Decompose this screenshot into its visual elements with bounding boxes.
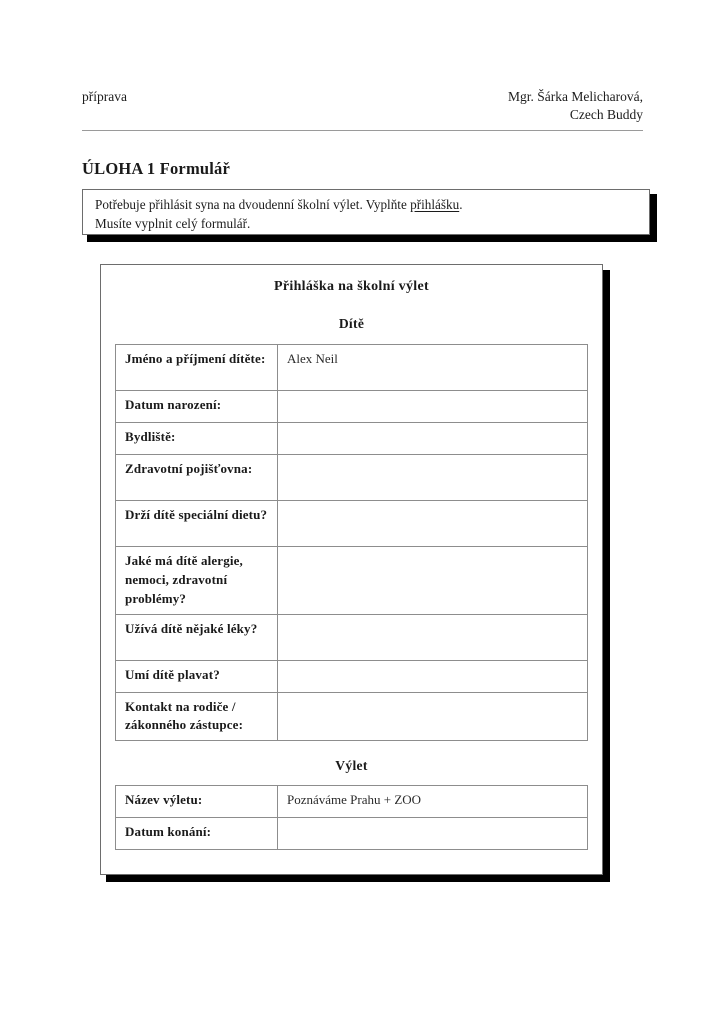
field-label: Drží dítě speciální dietu? [116, 501, 278, 547]
table-row [116, 614, 588, 660]
table-row [116, 345, 588, 391]
trip-details-table [115, 785, 588, 850]
field-value[interactable] [278, 501, 588, 547]
field-value[interactable] [278, 692, 588, 741]
header-author-name: Mgr. Šárka Melicharová, [508, 89, 643, 104]
section-heading-trip: Výlet [335, 758, 368, 774]
field-value[interactable] [278, 423, 588, 455]
field-label: Jaké má dítě alergie, nemoci, zdravotní problémy? [116, 547, 278, 615]
form-box-wrapper [100, 264, 610, 875]
table-row [116, 547, 588, 615]
field-label: Datum konání: [116, 818, 278, 850]
field-value[interactable] [278, 391, 588, 423]
field-value[interactable]: Alex Neil [278, 345, 588, 391]
instruction-box [82, 189, 650, 235]
table-row [116, 786, 588, 818]
field-label: Užívá dítě nějaké léky? [116, 614, 278, 660]
form-title: Přihláška na školní výlet [274, 279, 429, 294]
field-value[interactable] [278, 547, 588, 615]
header-organization: Czech Buddy [569, 107, 643, 123]
page-title: ÚLOHA 1 Formulář [82, 159, 231, 178]
field-value[interactable] [278, 818, 588, 850]
field-label: Datum narození: [116, 391, 278, 423]
table-row [116, 660, 588, 692]
table-row [116, 423, 588, 455]
table-row [116, 501, 588, 547]
field-value[interactable] [278, 614, 588, 660]
child-details-table [115, 344, 588, 741]
field-value[interactable] [278, 660, 588, 692]
header-rule-divider [82, 130, 643, 131]
document-header [82, 88, 643, 124]
instruction-box-wrapper [82, 189, 652, 235]
field-value[interactable]: Poznáváme Prahu + ZOO [278, 786, 588, 818]
field-label: Název výletu: [116, 786, 278, 818]
field-label: Bydliště: [116, 423, 278, 455]
instruction-text-after: . [459, 197, 463, 212]
section-heading-child: Dítě [338, 316, 365, 331]
table-row [116, 692, 588, 741]
field-label: Zdravotní pojišťovna: [116, 455, 278, 501]
header-right-block [508, 88, 643, 124]
instruction-line-1 [95, 196, 639, 215]
table-row [116, 391, 588, 423]
field-label: Kontakt na rodiče / zákonného zástupce: [116, 692, 278, 741]
table-row [116, 455, 588, 501]
field-label: Jméno a příjmení dítěte: [116, 345, 278, 391]
field-value[interactable] [278, 455, 588, 501]
table-row [116, 818, 588, 850]
instruction-text-before: Potřebuje přihlásit syna na dvoudenní školní výlet. Vyplňte [95, 197, 411, 212]
application-form [100, 264, 603, 875]
instruction-underlined-word: přihlášku [410, 197, 460, 212]
instruction-line-2: Musíte vyplnit celý formulář. [95, 215, 251, 231]
field-label: Umí dítě plavat? [116, 660, 278, 692]
header-left-text: příprava [82, 89, 127, 104]
